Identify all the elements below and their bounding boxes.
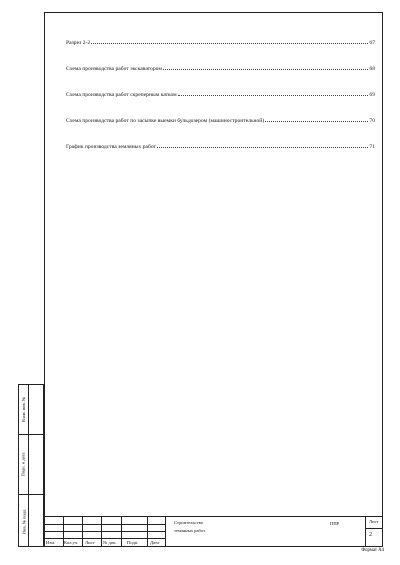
title-block-line [165,516,166,547]
format-label: Формат А4 [361,548,384,553]
title-block-line [101,516,102,547]
toc-item-page: 71 [369,144,375,150]
side-stamp-podp-data: Подп. и дата [21,452,27,477]
toc-item-title: Схема производства работ экскаватором [66,66,162,72]
title-block-line [82,516,83,547]
title-block-line [147,516,148,547]
toc-leader-dots [163,65,369,70]
toc-leader-dots [157,143,368,148]
toc-item[interactable] [66,143,375,169]
side-stamp-vzam-inv: Взам. инв. № [21,396,27,423]
sheet-label: Лист [369,519,379,524]
toc-leader-dots [178,91,369,96]
title-block-line [44,516,383,517]
col-n-dok: № док. [103,540,117,545]
toc-leader-dots [265,117,368,122]
toc-item[interactable] [66,65,375,91]
toc-item-title: График производства земляных работ [66,144,156,150]
doc-title-line-2: земляных работ [174,528,206,533]
toc-item[interactable] [66,117,375,143]
sheet-number: 2 [369,532,372,538]
table-of-contents [66,39,375,169]
toc-item-page: 69 [369,92,375,98]
side-stamp-inv-podl: Инв. № подл. [21,508,27,534]
col-kol-uch: Кол.уч. [64,540,79,545]
toc-item-title: Схема производства работ по засыпке выемки бульдозером (машиностроительной) [66,118,265,124]
title-block-line [365,516,366,547]
toc-leader-dots [91,39,368,44]
toc-item-title: Разрез 2-2 [66,40,91,46]
col-list: Лист [85,540,95,545]
side-stamp-divider [28,385,29,546]
side-stamp [18,384,44,547]
doc-title-line-1: Строительство [174,520,204,525]
col-izm: Изм. [46,540,56,545]
title-block-line [365,528,383,529]
col-data: Дата [150,540,160,545]
doc-code: ППР [330,521,340,526]
title-block-line [121,516,122,547]
toc-item[interactable] [66,39,375,65]
toc-item-page: 70 [369,118,375,124]
toc-item-page: 68 [369,66,375,72]
toc-item-page: 67 [369,40,375,46]
title-block [44,516,383,547]
col-podp: Подп. [127,540,139,545]
toc-item[interactable] [66,91,375,117]
toc-item-title: Схема производства работ скреперным катком [66,92,177,98]
